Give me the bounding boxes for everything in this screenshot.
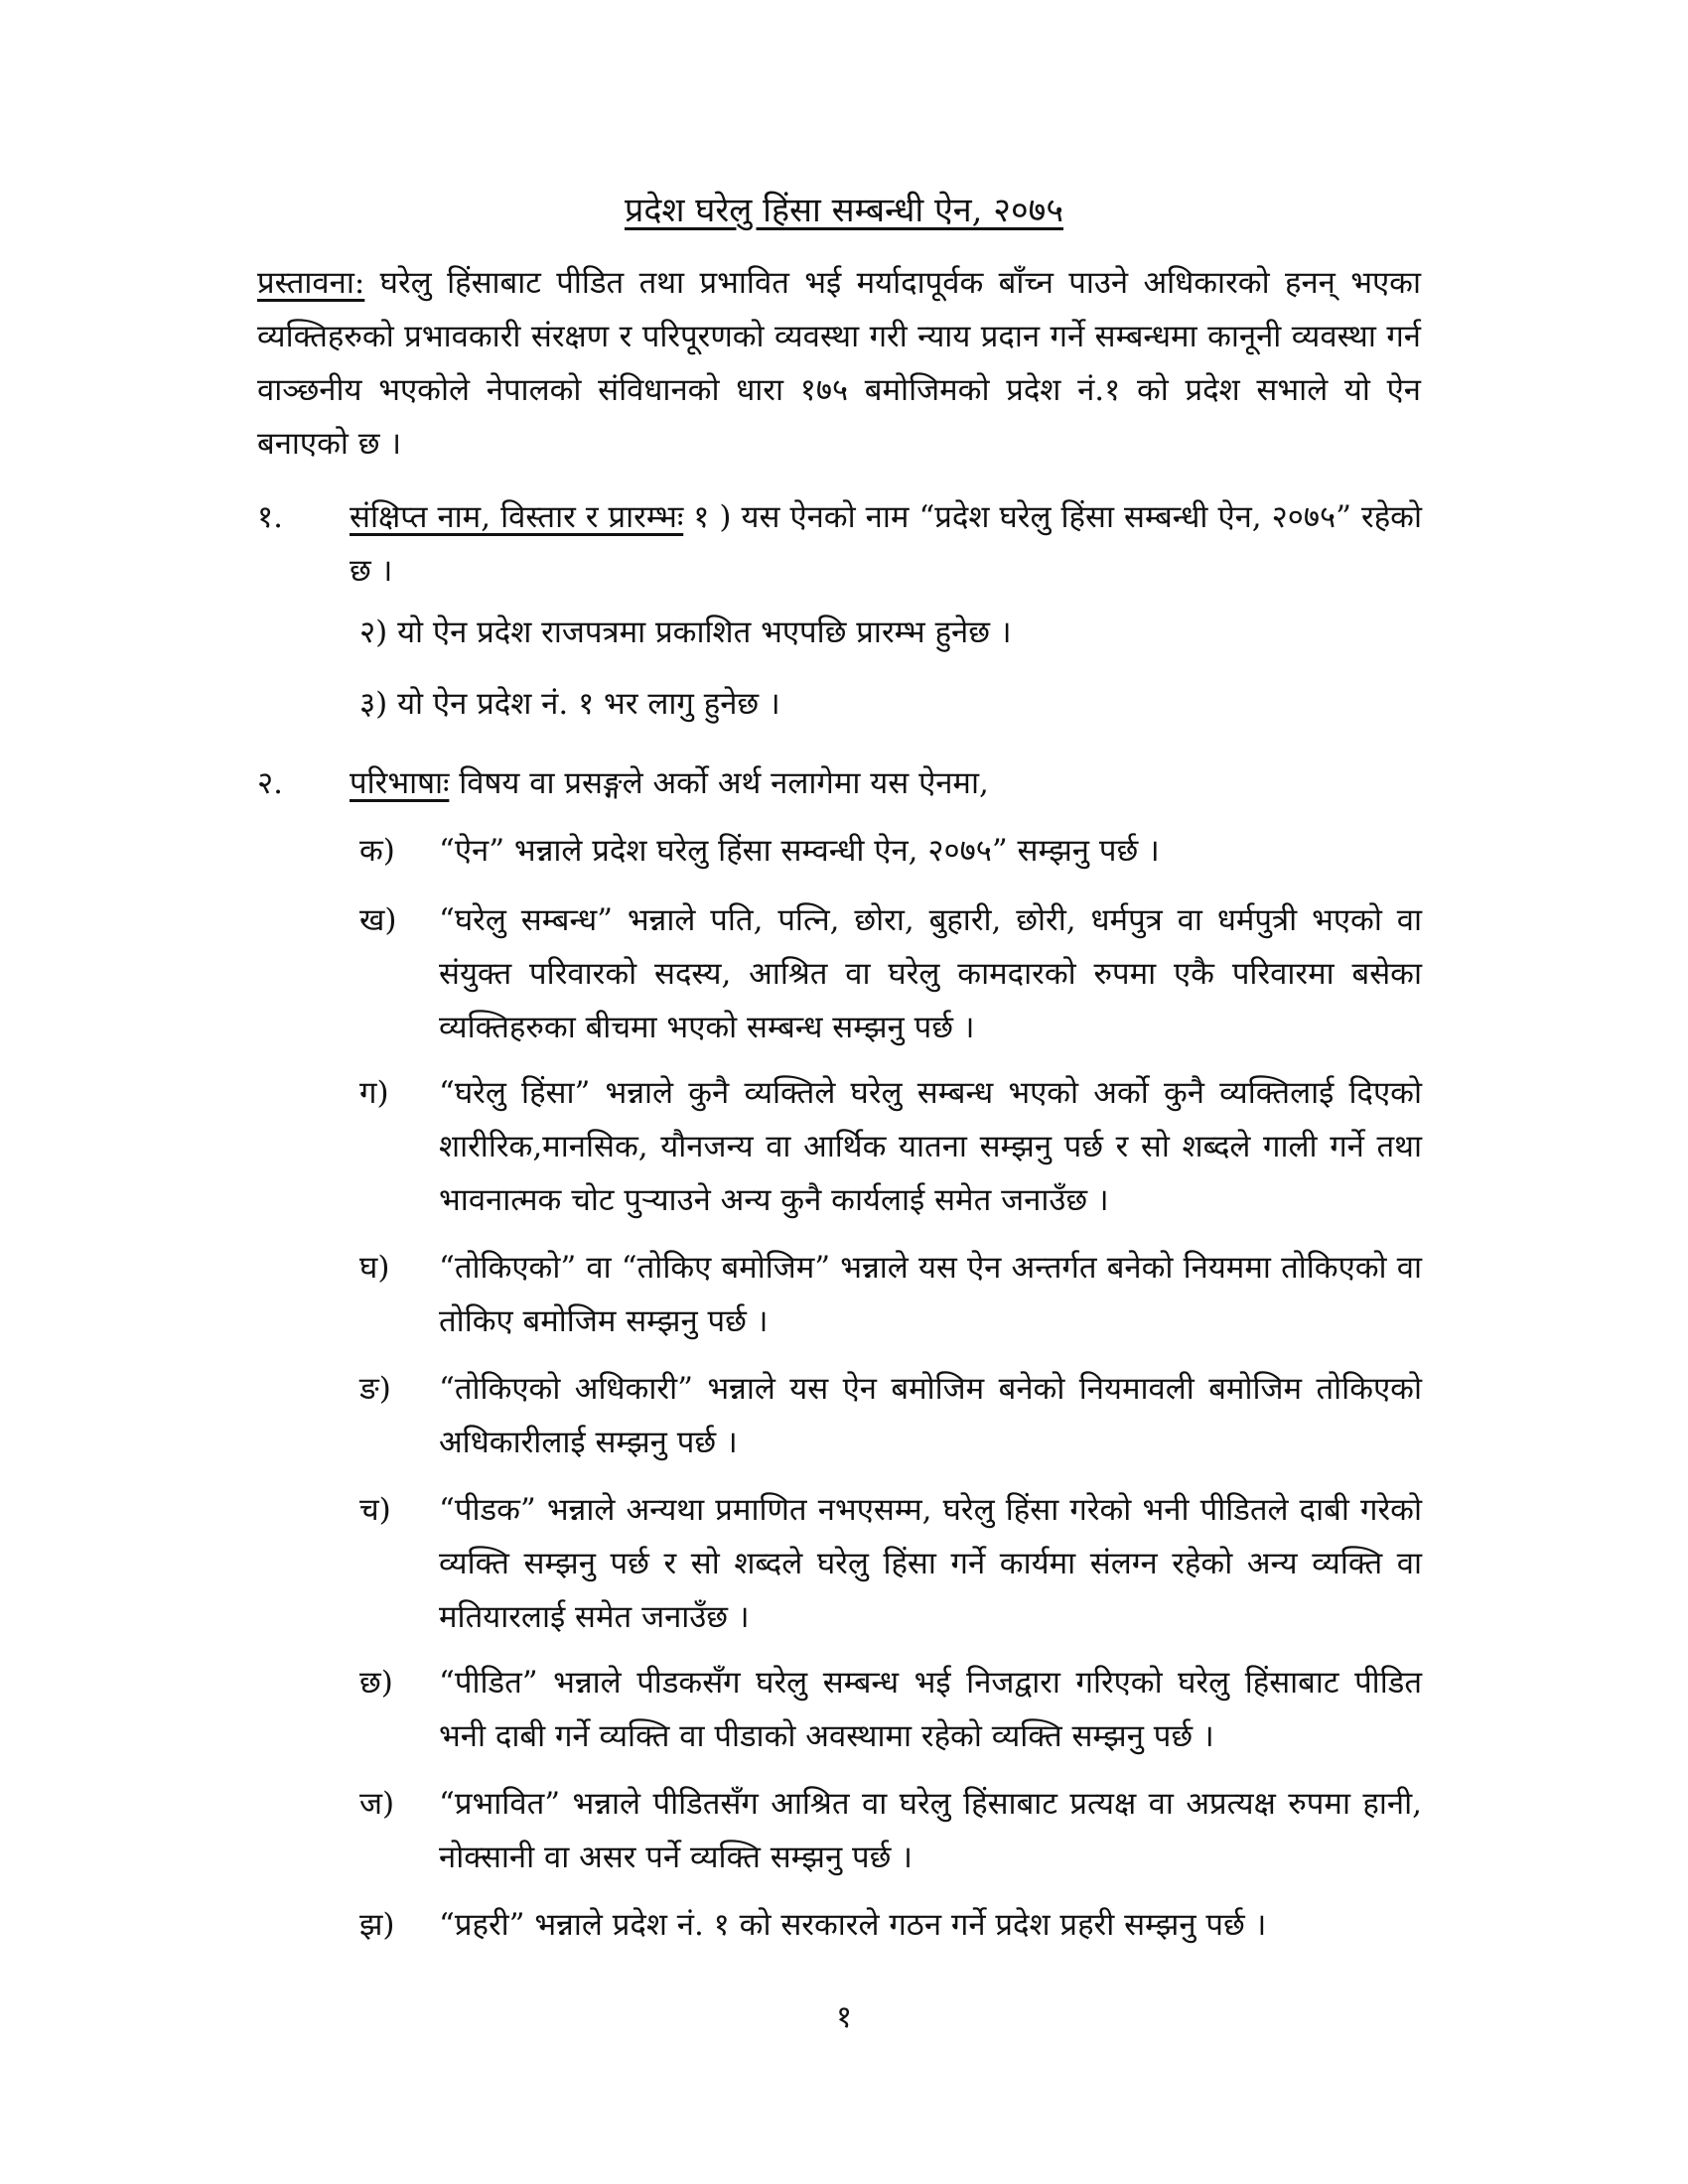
definition-label: ङ): [359, 1371, 391, 1407]
definition-label: ख): [359, 902, 397, 938]
definition-text: “ऐन” भन्नाले प्रदेश घरेलु हिंसा सम्वन्धी ऐन, २०७५” सम्झनु पर्छ ।: [439, 833, 1160, 869]
section-1-subsection-3: ३) यो ऐन प्रदेश नं. १ भर लागु हुनेछ ।: [359, 686, 780, 722]
definition-text: “पीडित” भन्नाले पीडकसँग घरेलु सम्बन्ध भई निजद्वारा गरिएको घरेलु हिंसाबाट पीडित भनी दाबी गर्ने व्यक्ति वा पीडाको अवस्थामा रहेको व्यक्ति सम्झनु पर्छ ।: [439, 1665, 1422, 1754]
section-2-text: विषय वा प्रसङ्गले अर्को अर्थ नलागेमा यस ऐनमा,: [449, 765, 989, 801]
definition-text: “पीडक” भन्नाले अन्यथा प्रमाणित नभएसम्म, घरेलु हिंसा गरेको भनी पीडितले दाबी गरेको व्यक्ति सम्झनु पर्छ र सो शब्दले घरेलु हिंसा गर्ने कार्यमा संलग्न रहेको अन्य व्यक्ति वा मतियारलाई समेत जनाउँछ ।: [439, 1492, 1422, 1635]
definition-label: च): [359, 1492, 391, 1528]
section-1-heading: संक्षिप्त नाम, विस्तार र प्रारम्भः: [350, 499, 684, 535]
definition-label: क): [359, 833, 395, 869]
document-title: प्रदेश घरेलु हिंसा सम्बन्धी ऐन, २०७५: [624, 191, 1064, 230]
definition-text: “तोकिएको अधिकारी” भन्नाले यस ऐन बमोजिम बनेको नियमावली बमोजिम तोकिएको अधिकारीलाई सम्झनु पर्छ ।: [439, 1371, 1422, 1460]
section-1-text: १ ) यस ऐनको नाम “प्रदेश घरेलु हिंसा सम्बन्धी ऐन, २०७५” रहेको छ ।: [350, 499, 1422, 589]
definition-label: ज): [359, 1786, 395, 1822]
section-1-number: १.: [257, 499, 283, 535]
section-2-number: २.: [257, 765, 283, 801]
definition-text: “घरेलु सम्बन्ध” भन्नाले पति, पत्नि, छोरा, बुहारी, छोरी, धर्मपुत्र वा धर्मपुत्री भएको वा संयुक्त परिवारको सदस्य, आश्रित वा घरेलु कामदारको रुपमा एकै परिवारमा बसेका व्यक्तिहरुका बीचमा भएको सम्बन्ध सम्झनु पर्छ ।: [439, 902, 1422, 1045]
preamble-label: प्रस्तावना:: [257, 265, 365, 301]
section-1-subsection-2: २) यो ऐन प्रदेश राजपत्रमा प्रकाशित भएपछि प्रारम्भ हुनेछ ।: [359, 614, 1012, 650]
definition-text: “तोकिएको” वा “तोकिए बमोजिम” भन्नाले यस ऐन अन्तर्गत बनेको नियममा तोकिएको वा तोकिए बमोजिम सम्झनु पर्छ ।: [439, 1250, 1422, 1339]
definition-label: ग): [359, 1075, 389, 1111]
page-number: १: [835, 1999, 853, 2035]
definition-text: “प्रहरी” भन्नाले प्रदेश नं. १ को सरकारले गठन गर्ने प्रदेश प्रहरी सम्झनु पर्छ ।: [439, 1907, 1267, 1943]
preamble-text: घरेलु हिंसाबाट पीडित तथा प्रभावित भई मर्यादापूर्वक बाँच्न पाउने अधिकारको हनन् भएका व्यक्तिहरुको प्रभावकारी संरक्षण र परिपूरणको व्यवस्था गरी न्याय प्रदान गर्ने सम्बन्धमा कानूनी व्यवस्था गर्न वाञ्छनीय भएकोले नेपालको संविधानको धारा १७५ बमोजिमको प्रदेश नं.१ को प्रदेश सभाले यो ऐन बनाएको छ ।: [257, 265, 1421, 462]
section-1-body: [350, 490, 1422, 598]
definition-text: “घरेलु हिंसा” भन्नाले कुनै व्यक्तिले घरेलु सम्बन्ध भएको अर्को कुनै व्यक्तिलाई दिएको शारीरिक,मानसिक, यौनजन्य वा आर्थिक यातना सम्झनु पर्छ र सो शब्दले गाली गर्ने तथा भावनात्मक चोट पुऱ्याउने अन्य कुनै कार्यलाई समेत जनाउँछ ।: [439, 1075, 1422, 1218]
definition-label: घ): [359, 1250, 390, 1286]
section-2-heading: परिभाषाः: [350, 765, 450, 801]
definition-text: “प्रभावित” भन्नाले पीडितसँग आश्रित वा घरेलु हिंसाबाट प्रत्यक्ष वा अप्रत्यक्ष रुपमा हानी, नोक्सानी वा असर पर्ने व्यक्ति सम्झनु पर्छ ।: [439, 1786, 1422, 1875]
section-2-body: [350, 756, 1422, 810]
definition-label: झ): [359, 1907, 395, 1943]
definition-label: छ): [359, 1665, 393, 1701]
preamble-paragraph: [257, 256, 1421, 471]
